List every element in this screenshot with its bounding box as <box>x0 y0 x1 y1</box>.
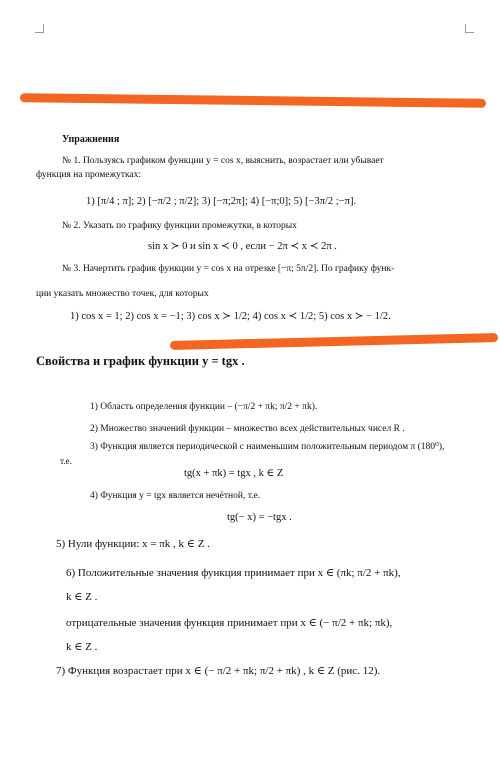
exercise-1-text: № 1. Пользуясь графиком функции y = cos x, выяснить, возрастает или убывает <box>62 156 384 166</box>
orange-marker-line-middle <box>170 333 498 350</box>
property-6-positive-k: k ∈ Z . <box>66 591 98 603</box>
exercise-3-text: № 3. Начертить график функции y = cos x на отрезке [−π; 5π/2]. По графику функ- <box>62 264 395 274</box>
exercise-2-text: № 2. Указать по графику функции промежутки, в которых <box>62 221 297 231</box>
exercise-1-intervals: 1) [π/4 ; π]; 2) [−π/2 ; π/2]; 3) [−π;2π]; 4) [−π;0]; 5) [−3π/2 ;−π]. <box>86 196 357 207</box>
property-7-increasing: 7) Функция возрастает при x ∈ (− π/2 + πk; π/2 + πk) , k ∈ Z (рис. 12). <box>56 665 381 677</box>
property-6-positive: 6) Положительные значения функция принимает при x ∈ (πk; π/2 + πk), <box>66 567 401 579</box>
page-corner-mark-left <box>35 24 44 33</box>
exercises-heading: Упражнения <box>62 134 120 145</box>
property-4-formula: tg(− x) = −tgx . <box>227 512 292 523</box>
property-1-domain: 1) Область определения функции – (−π/2 + πk; π/2 + πk). <box>90 402 318 412</box>
exercise-1-text-cont: функция на промежутках: <box>36 170 142 180</box>
exercise-3-text-cont: ции указать множество точек, для которых <box>36 289 209 299</box>
orange-marker-line-top <box>20 93 486 108</box>
exercise-3-conditions: 1) cos x = 1; 2) cos x = −1; 3) cos x ≻ 1/2; 4) cos x ≺ 1/2; 5) cos x ≻ − 1/2. <box>70 311 391 322</box>
property-4-odd: 4) Функция y = tgx является нечётной, т.е. <box>90 491 261 501</box>
property-2-range: 2) Множество значений функции – множество всех действительных чисел R . <box>90 424 405 434</box>
section-title: Свойства и график функции y = tgx . <box>36 354 245 368</box>
property-3-period: 3) Функция является периодической с наименьшим положительным периодом π (180⁰), <box>90 442 445 452</box>
property-5-zeros: 5) Нули функции: x = πk , k ∈ Z . <box>56 538 210 550</box>
property-6-negative-k: k ∈ Z . <box>66 641 98 653</box>
property-6-negative: отрицательные значения функция принимает при x ∈ (− π/2 + πk; πk), <box>66 617 393 629</box>
property-3-formula: tg(x + πk) = tgx , k ∈ Z <box>184 468 284 479</box>
exercise-2-formula: sin x ≻ 0 и sin x ≺ 0 , если − 2π ≺ x ≺ 2π . <box>148 241 337 252</box>
page-corner-mark-right <box>465 24 474 33</box>
property-3-ie: т.е. <box>60 456 72 466</box>
